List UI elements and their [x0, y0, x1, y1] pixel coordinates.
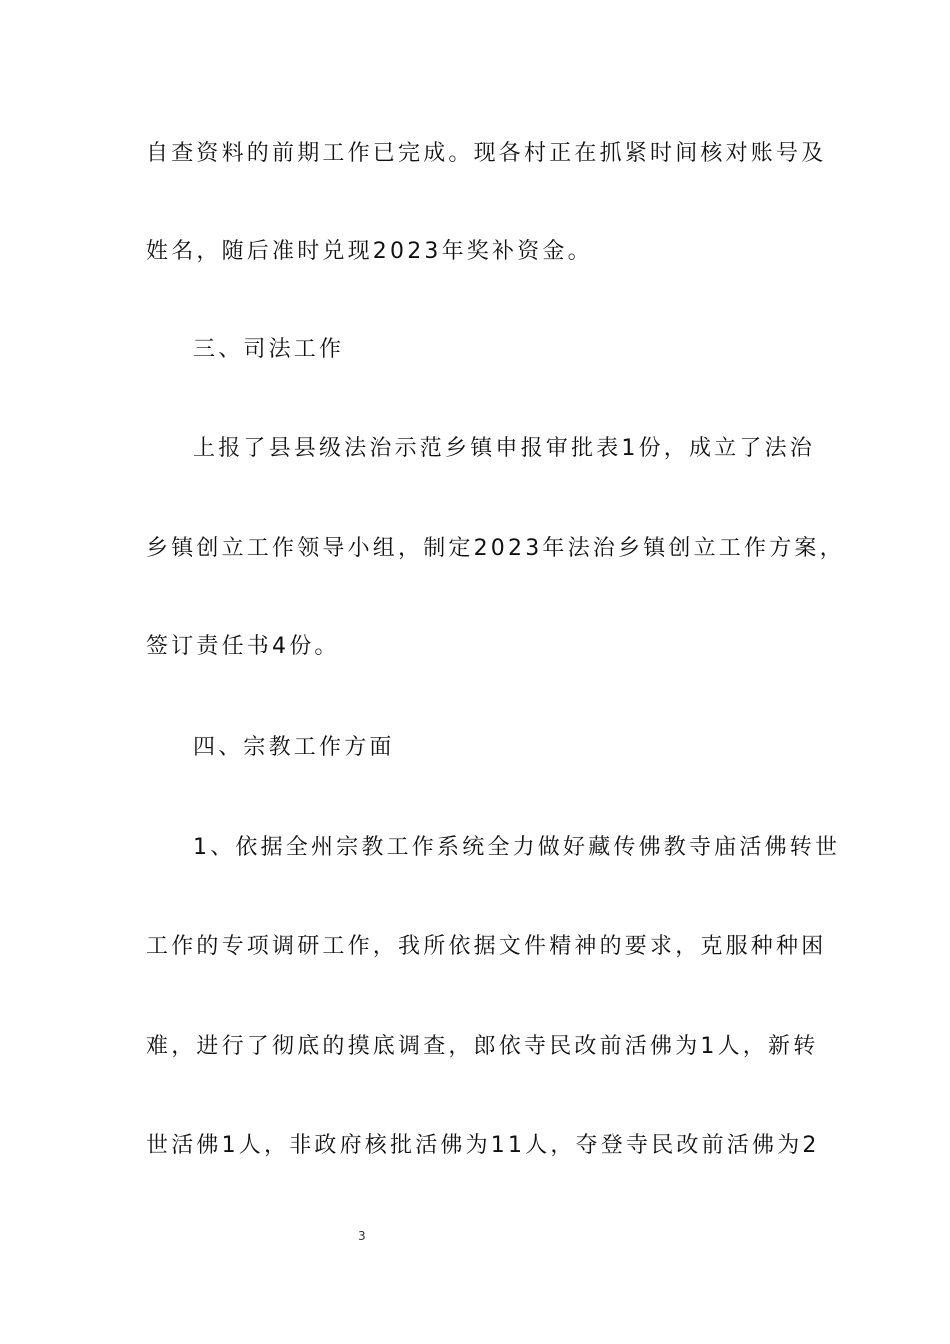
body-text-line: 工作的专项调研工作，我所依据文件精神的要求，克服种种困	[146, 934, 827, 959]
section-heading-judicial: 三、司法工作	[193, 337, 345, 362]
body-text-line: 签订责任书4份。	[146, 634, 340, 659]
body-text-line: 乡镇创立工作领导小组，制定2023年法治乡镇创立工作方案，	[146, 536, 845, 561]
body-text-line: 1、依据全州宗教工作系统全力做好藏传佛教寺庙活佛转世	[193, 835, 841, 860]
body-text-line: 姓名，随后准时兑现2023年奖补资金。	[146, 239, 593, 264]
body-text-line: 上报了县县级法治示范乡镇申报审批表1份，成立了法治	[193, 436, 815, 461]
body-text-line: 自查资料的前期工作已完成。现各村正在抓紧时间核对账号及	[146, 141, 827, 166]
page-number: 3	[358, 1229, 366, 1243]
section-heading-religion: 四、宗教工作方面	[193, 735, 395, 760]
body-text-line: 世活佛1人，非政府核批活佛为11人，夺登寺民改前活佛为2	[146, 1133, 820, 1158]
body-text-line: 难，进行了彻底的摸底调查，郎依寺民改前活佛为1人，新转	[146, 1034, 819, 1059]
